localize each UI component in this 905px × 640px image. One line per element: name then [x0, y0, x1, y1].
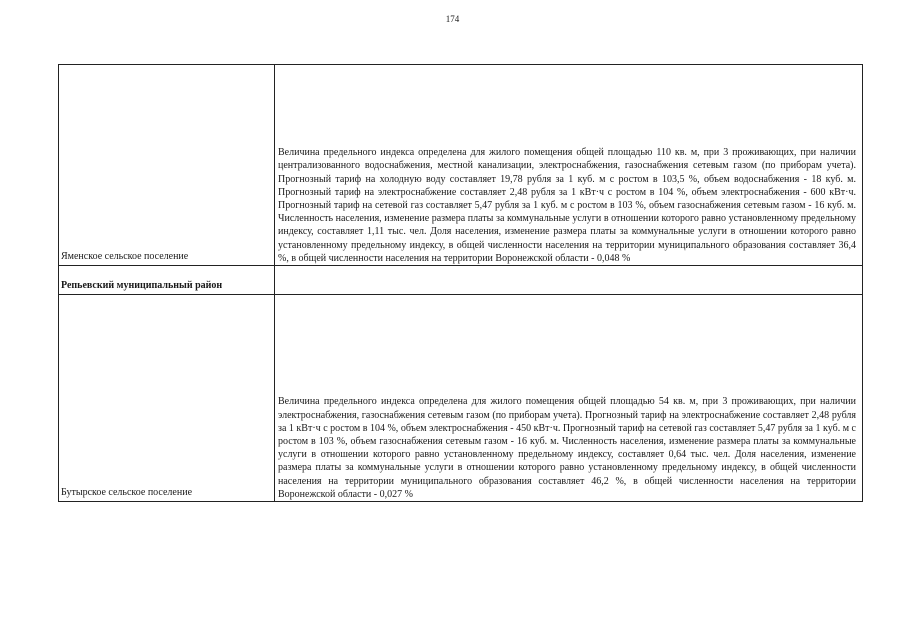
- table-row: [59, 295, 863, 502]
- page-number: 174: [445, 14, 460, 24]
- tariff-index-table: [58, 64, 863, 502]
- settlement-name: Бутырское сельское поселение: [59, 295, 275, 502]
- table-row: [59, 65, 863, 266]
- empty-cell: [275, 266, 863, 295]
- district-name: Репьевский муниципальный район: [59, 266, 275, 295]
- index-description: Величина предельного индекса определена для жилого помещения общей площадью 110 кв. м, при 3 проживающих, при наличии централизованного водоснабжения, местной канализации, электроснабжения, газоснабжения сетевым газом (по приборам учета). Прогнозный тариф на холодную воду составляет 19,78 рубля за 1 куб. м с ростом в 103,5 %, объем водоснабжения - 18 куб. м. Прогнозный тариф на электроснабжение составляет 2,48 рубля за 1 кВт·ч с ростом в 104 %, объем электроснабжения - 600 кВт·ч. Прогнозный тариф на сетевой газ составляет 5,47 рубля за 1 куб. м с ростом в 103 %, объем газоснабжения сетевым газом - 16 куб. м. Численность населения, изменение размера платы за коммунальные услуги в отношении которого равно установленному предельному индексу, составляет 1,11 тыс. чел. Доля населения, изменение размера платы за коммунальные услуги в отношении которого равно установленному предельному индексу, в общей численности населения на территории муниципального образования составляет 36,4 %, в общей численности населения на территории Воронежской области - 0,048 %: [275, 65, 863, 266]
- table-row: [59, 266, 863, 295]
- settlement-name: Яменское сельское поселение: [59, 65, 275, 266]
- index-description: Величина предельного индекса определена для жилого помещения общей площадью 54 кв. м, при 3 проживающих, при наличии электроснабжения, газоснабжения сетевым газом (по приборам учета). Прогнозный тариф на электроснабжение составляет 2,48 рубля за 1 кВт·ч с ростом в 104 %, объем электроснабжения - 450 кВт·ч. Прогнозный тариф на сетевой газ составляет 5,47 рубля за 1 куб. м с ростом в 103 %, объем газоснабжения сетевым газом - 16 куб. м. Численность населения, изменение размера платы за коммунальные услуги в отношении которого равно установленному предельному индексу, составляет 0,64 тыс. чел. Доля населения, изменение размера платы за коммунальные услуги в отношении которого равно установленному предельному индексу, в общей численности населения на территории муниципального образования составляет 46,2 %, в общей численности населения на территории Воронежской области - 0,027 %: [275, 295, 863, 502]
